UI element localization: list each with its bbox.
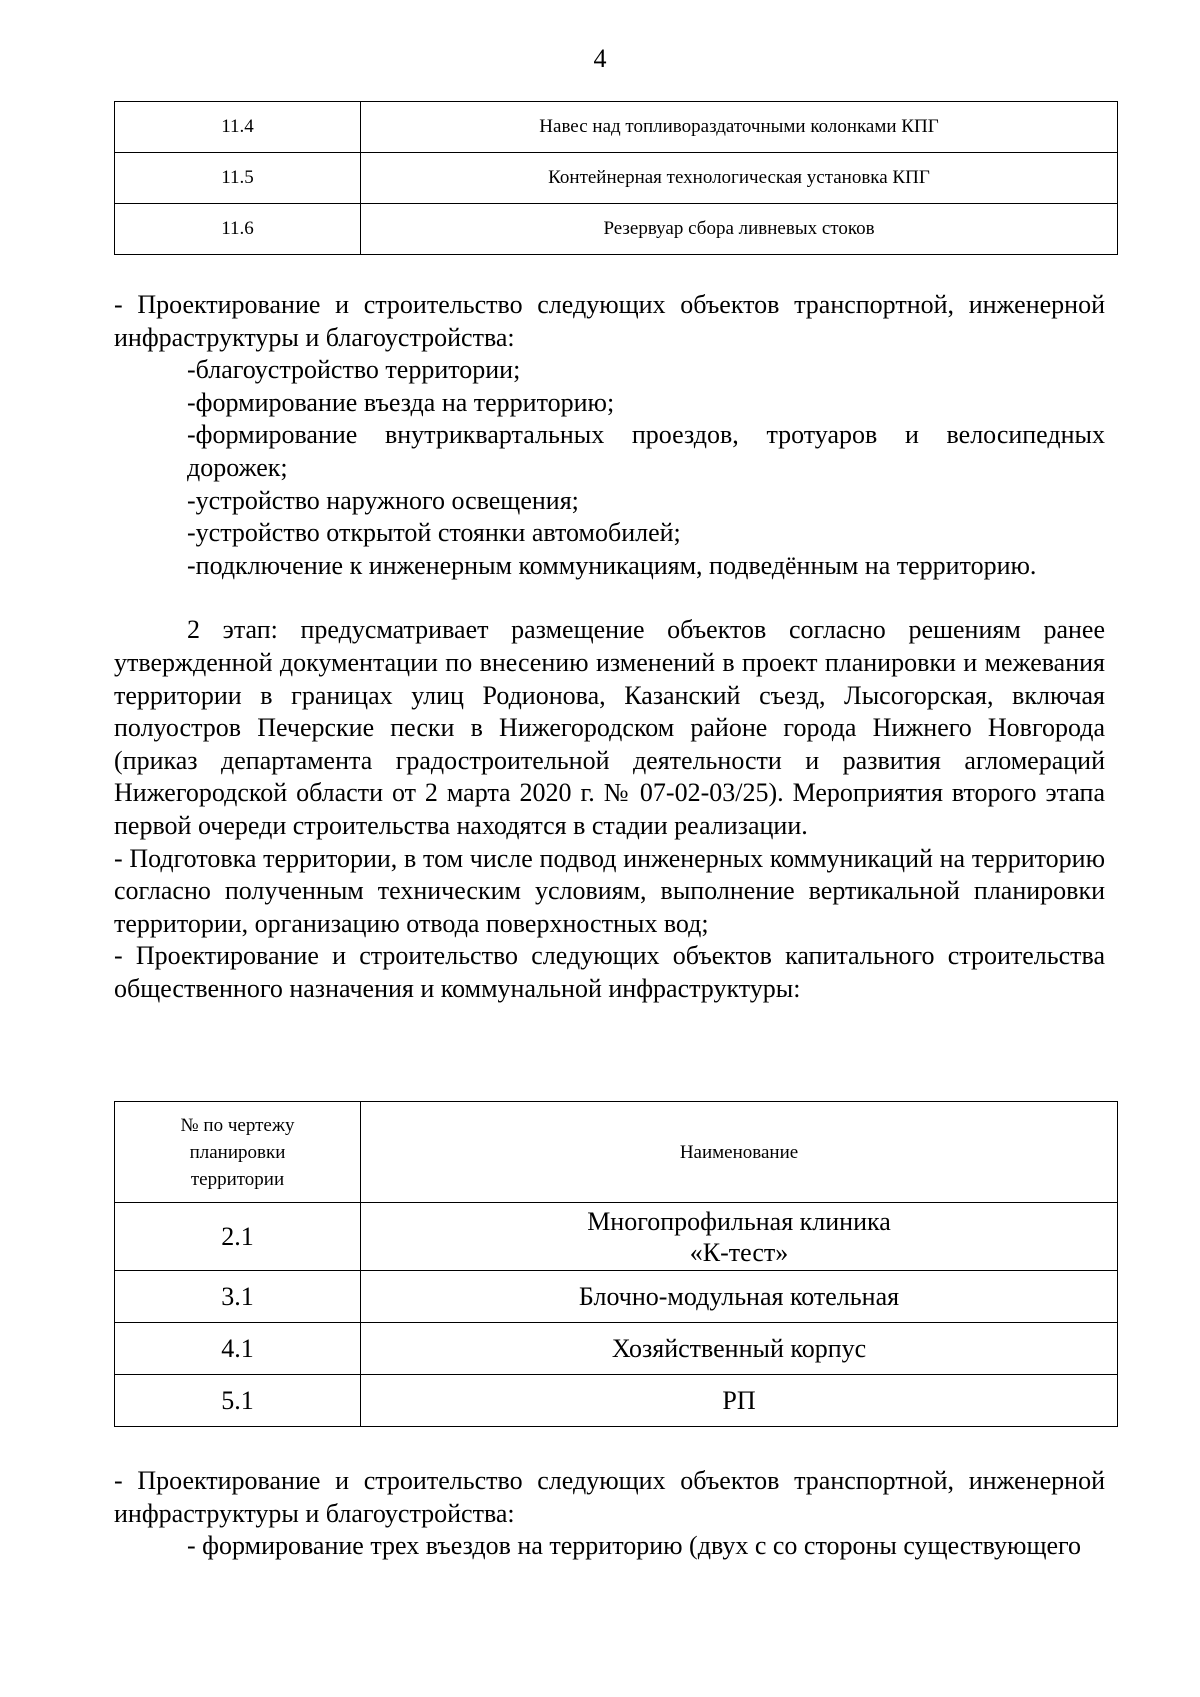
table-cell-number: 5.1: [115, 1375, 361, 1427]
table-row: [115, 1323, 1118, 1375]
table-cell-name: Блочно-модульная котельная: [361, 1271, 1118, 1323]
paragraph-territory-preparation: - Подготовка территории, в том числе подвод инженерных коммуникаций на территорию согласно полученным техническим условиям, выполнение вертикальной планировки территории, организацию отвода поверхностных вод;: [114, 843, 1105, 938]
header-line: территории: [190, 1168, 285, 1190]
paragraph-infrastructure-design: - Проектирование и строительство следующих объектов транспортной, инженерной инфраструктуры и благоустройства:: [114, 290, 1105, 352]
list-item: -благоустройство территории;: [187, 355, 521, 385]
header-line: № по чертежу: [180, 1114, 295, 1136]
table-row: [115, 102, 1118, 153]
table-cell-number: 3.1: [115, 1271, 361, 1323]
page-number: 4: [593, 44, 607, 73]
table-row: [115, 1375, 1118, 1427]
table-cell-name: Контейнерная технологическая установка КПГ: [361, 153, 1118, 204]
text-block-infrastructure: [114, 1465, 1105, 1563]
table-cell-number: 11.6: [115, 204, 361, 255]
table-cell-number: 11.5: [115, 153, 361, 204]
table-cell-name: Резервуар сбора ливневых стоков: [361, 204, 1118, 255]
list-item: -устройство наружного освещения;: [187, 485, 579, 515]
list-item: -подключение к инженерным коммуникациям, подведённым на территорию.: [187, 550, 1037, 580]
table-row: [115, 204, 1118, 255]
table-cell-number: 11.4: [115, 102, 361, 153]
objects-table-stage-2: [114, 1101, 1118, 1427]
table-cell-name: Хозяйственный корпус: [361, 1323, 1118, 1375]
table-row: [115, 153, 1118, 204]
table-cell-name: [361, 1203, 1118, 1271]
list-item: - формирование трех въездов на территорию (двух с со стороны существующего: [187, 1531, 1082, 1561]
name-line: «К-тест»: [689, 1237, 789, 1267]
table-row: [115, 1271, 1118, 1323]
header-cell-name: Наименование: [361, 1102, 1118, 1203]
text-block-stage-1-and-2: [114, 289, 1105, 1005]
paragraph-capital-construction: - Проектирование и строительство следующих объектов капитального строительства общественного назначения и коммунальной инфраструктуры:: [114, 941, 1105, 1003]
header-line: планировки: [189, 1141, 286, 1163]
header-cell-number: [115, 1102, 361, 1203]
table-cell-number: 4.1: [115, 1323, 361, 1375]
name-line: Многопрофильная клиника: [587, 1206, 891, 1236]
table-cell-name: Навес над топливораздаточными колонками КПГ: [361, 102, 1118, 153]
table-row: [115, 1203, 1118, 1271]
list-item: -устройство открытой стоянки автомобилей;: [187, 518, 681, 548]
paragraph-infrastructure-design: - Проектирование и строительство следующих объектов транспортной, инженерной инфраструктуры и благоустройства:: [114, 1466, 1105, 1528]
list-item: -формирование внутриквартальных проездов, тротуаров и велосипедных дорожек;: [187, 420, 1105, 482]
paragraph-gap: [114, 582, 1105, 614]
list-item: -формирование въезда на территорию;: [187, 387, 615, 417]
paragraph-stage-2: 2 этап: предусматривает размещение объектов согласно решениям ранее утвержденной документации по внесению изменений в проект планировки и межевания территории в границах улиц Родионова, Казанский съезд, Лысогорская, включая полуостров Печерские пески в Нижегородском районе города Нижнего Новгорода (приказ департамента градостроительной деятельности и развития агломераций Нижегородской области от 2 марта 2020 г. № 07-02-03/25). Мероприятия второго этапа первой очереди строительства находятся в стадии реализации.: [114, 615, 1105, 840]
table-cell-name: РП: [361, 1375, 1118, 1427]
table-cell-number: 2.1: [115, 1203, 361, 1271]
objects-table-continued: [114, 101, 1118, 255]
table-header-row: [115, 1102, 1118, 1203]
